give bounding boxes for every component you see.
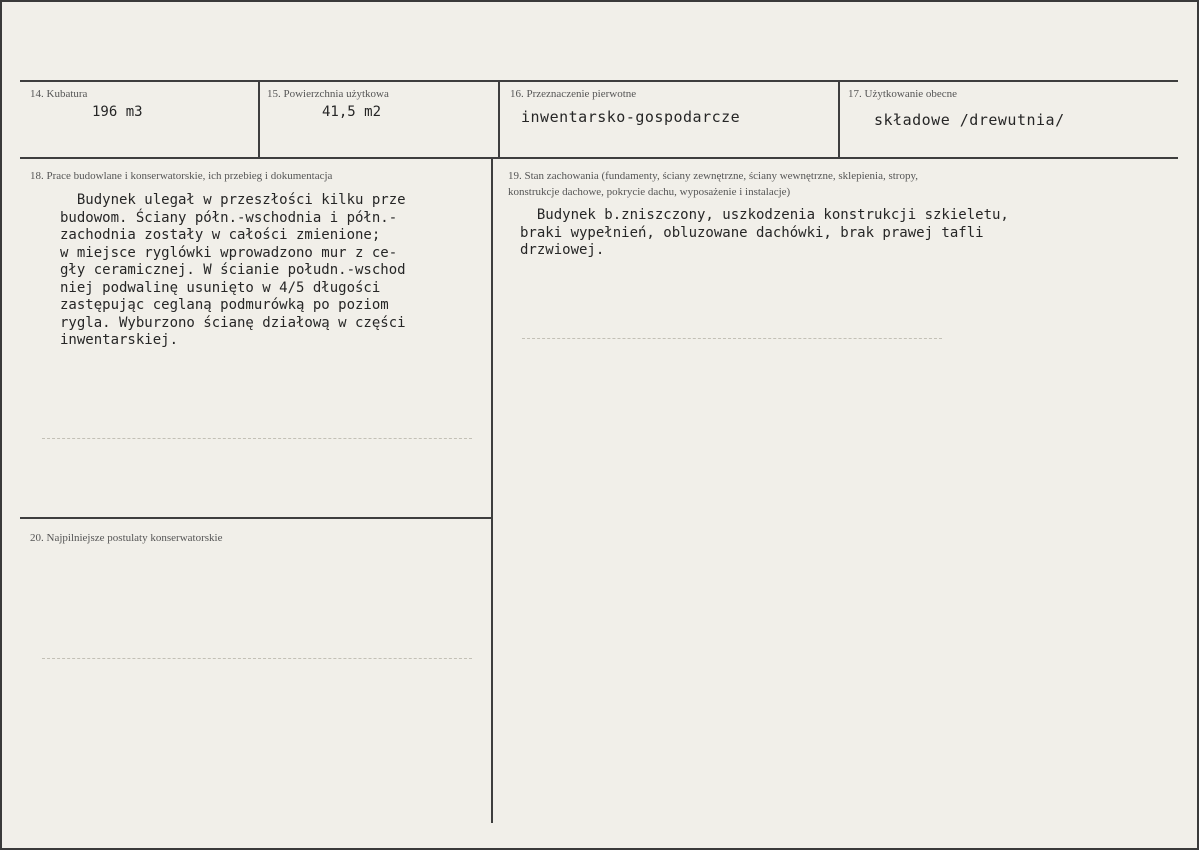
field-20-label: 20. Najpilniejsze postulaty konserwatorskie (30, 532, 223, 544)
field-18-text (60, 192, 406, 350)
field-18-line: w miejsce ryglówki wprowadzono mur z ce- (60, 244, 398, 261)
field-14-label: 14. Kubatura (30, 88, 88, 100)
field-15-value: 41,5 m2 (322, 104, 382, 120)
top-row-bottom-border (20, 157, 1178, 159)
field-18-line: Budynek ulegał w przeszłości kilku prze (60, 192, 406, 208)
field-18-line: rygla. Wyburzono ścianę działową w części (60, 314, 406, 331)
divider-18-20 (20, 517, 491, 519)
divider-16-17 (838, 82, 840, 157)
field-19-line: braki wypełnień, obluzowane dachówki, brak prawej tafli (520, 224, 984, 241)
field-18-line: zachodnia zostały w całości zmienione; (60, 227, 381, 243)
top-row-top-border (20, 80, 1178, 82)
divider-15-16 (498, 82, 500, 157)
field-19-line: Budynek b.zniszczony, uszkodzenia konstrukcji szkieletu, (520, 207, 1009, 223)
faint-guide-line (42, 658, 472, 659)
field-18-line: inwentarskiej. (60, 332, 179, 348)
faint-guide-line (522, 338, 942, 339)
field-17-value: składowe /drewutnia/ (874, 111, 1065, 129)
field-19-line: drzwiowej. (520, 242, 605, 258)
field-19-text (520, 207, 1009, 260)
divider-14-15 (258, 82, 260, 157)
field-18-line: gły ceramicznej. W ścianie połudn.-wschod (60, 262, 406, 278)
field-16-value: inwentarsko-gospodarcze (521, 108, 741, 126)
field-15-label: 15. Powierzchnia użytkowa (267, 88, 389, 100)
field-18-label: 18. Prace budowlane i konserwatorskie, ich przebieg i dokumentacja (30, 170, 333, 182)
divider-left-right (491, 159, 493, 823)
faint-guide-line (42, 438, 472, 439)
field-19-label-line2: konstrukcje dachowe, pokrycie dachu, wyposażenie i instalacje) (508, 186, 791, 198)
field-16-label: 16. Przeznaczenie pierwotne (510, 88, 637, 100)
field-18-line: budowom. Ściany półn.-wschodnia i półn.- (60, 209, 398, 226)
field-14-value: 196 m3 (92, 104, 143, 120)
field-18-line: zastępując ceglaną podmurówką po poziom (60, 297, 389, 313)
field-17-label: 17. Użytkowanie obecne (848, 88, 958, 100)
field-19-label-line1: 19. Stan zachowania (fundamenty, ściany zewnętrzne, ściany wewnętrzne, sklepienia, stropy, (508, 170, 919, 182)
field-18-line: niej podwalinę usunięto w 4/5 długości (60, 279, 381, 296)
